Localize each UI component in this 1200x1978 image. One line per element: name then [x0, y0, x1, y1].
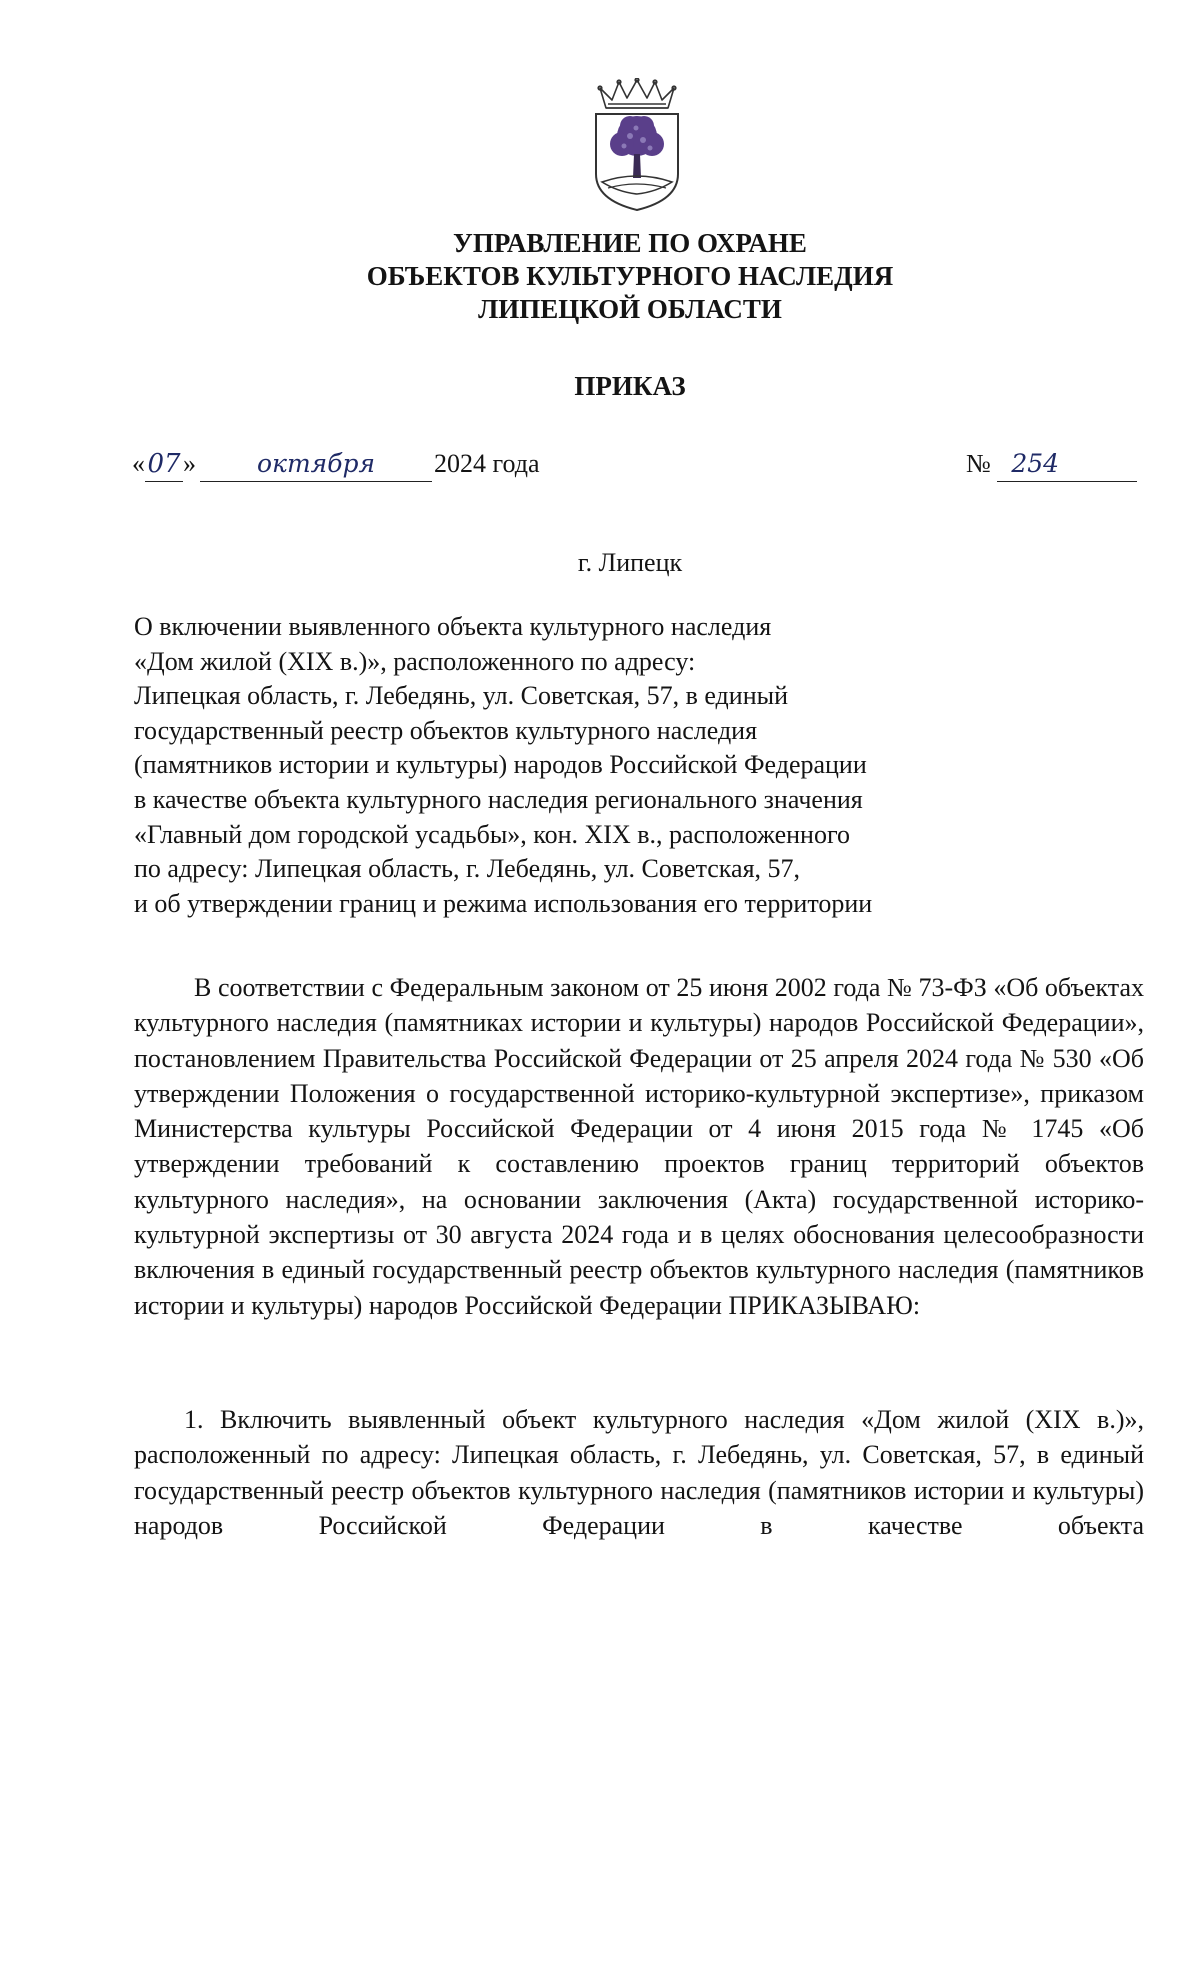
date-close-quote: » [183, 449, 196, 478]
date-day: 07 [145, 447, 183, 482]
subject-line: Липецкая область, г. Лебедянь, ул. Советская, 57, в единый [134, 681, 788, 711]
preamble-paragraph: В соответствии с Федеральным законом от 25 июня 2002 года № 73-ФЗ «Об объектах культурного наследия (памятниках истории и культуры) народов Российской Федерации», постановлением Правительства Российской Федерации от 25 апреля 2024 года № 530 «Об утверждении Положения о государственной историко-культурной экспертизе», приказом Министерства культуры Российской Федерации от 4 июня 2015 года № 1745 «Об утверждении требований к составлению проектов границ территорий объектов культурного наследия», на основании заключения (Акта) государственной историко-культурной экспертизы от 30 августа 2024 года и в целях обоснования целесообразности включения в единый государственный реестр объектов культурного наследия (памятников истории и культуры) народов Российской Федерации ПРИКАЗЫВАЮ: [134, 973, 1144, 1320]
city: г. Липецк [577, 548, 683, 577]
org-name-line-3: ЛИПЕЦКОЙ ОБЛАСТИ [478, 294, 782, 324]
subject-line: и об утверждении границ и режима использования его территории [134, 888, 873, 918]
document-date [132, 447, 540, 482]
number-label: № [966, 449, 991, 478]
date-year: 2024 года [434, 449, 540, 478]
subject-line: (памятников истории и культуры) народов Российской Федерации [134, 750, 867, 780]
date-open-quote: « [132, 449, 145, 478]
subject-line: в качестве объекта культурного наследия регионального значения [134, 784, 863, 814]
subject-line: «Дом жилой (XIX в.)», расположенного по адресу: [134, 646, 696, 676]
org-name-line-1: УПРАВЛЕНИЕ ПО ОХРАНЕ [453, 228, 807, 258]
subject-line: государственный реестр объектов культурного наследия [134, 715, 758, 745]
document-number [966, 447, 1137, 482]
coat-of-arms-icon [586, 78, 688, 212]
subject-line: по адресу: Липецкая область, г. Лебедянь, ул. Советская, 57, [134, 854, 801, 884]
subject-line: «Главный дом городской усадьбы», кон. XIX в., расположенного [134, 819, 850, 849]
clause-1-paragraph: 1. Включить выявленный объект культурного наследия «Дом жилой (XIX в.)», расположенный по адресу: Липецкая область, г. Лебедянь, ул. Советская, 57, в единый государственный реестр объектов культурного наследия (памятников истории и культуры) народов Российской Федерации в качестве объекта [134, 1405, 1144, 1540]
org-name-line-2: ОБЪЕКТОВ КУЛЬТУРНОГО НАСЛЕДИЯ [366, 261, 894, 291]
subject-line: О включении выявленного объекта культурного наследия [134, 612, 772, 641]
document-type: ПРИКАЗ [574, 371, 686, 401]
document-subject [134, 610, 954, 921]
date-month: октября [200, 447, 432, 482]
number-value: 254 [997, 447, 1137, 482]
